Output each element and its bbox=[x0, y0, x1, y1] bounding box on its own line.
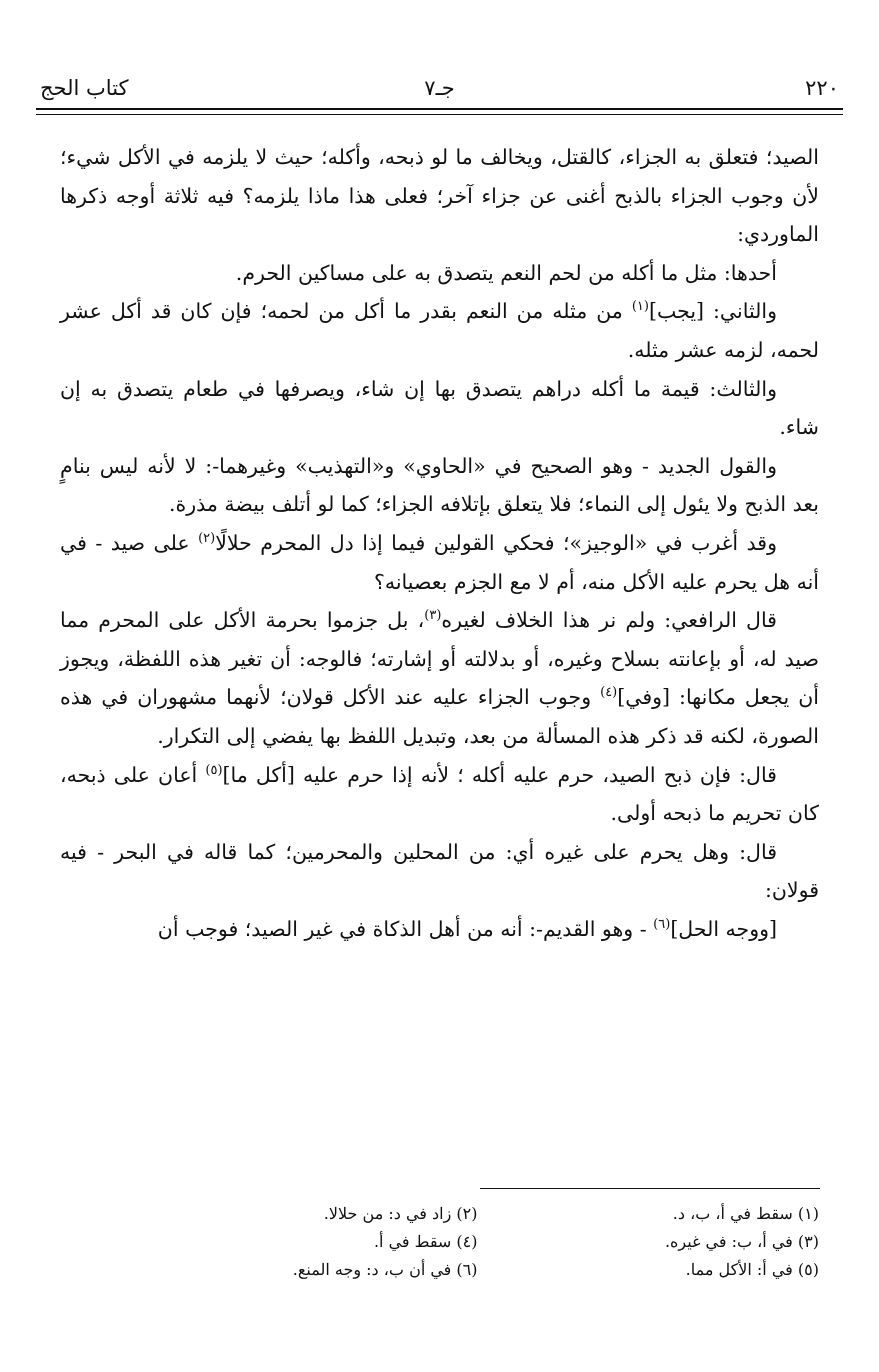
header-rule-thin bbox=[36, 114, 843, 115]
paragraph-8-text-b: أعان على ذبحه، كان تحريم ما ذبحه أولى. bbox=[60, 762, 819, 826]
book-title: كتاب الحج bbox=[40, 76, 129, 100]
footnote-ref-3: (٣) bbox=[424, 608, 442, 624]
paragraph-7-text-a: قال الرافعي: ولم نر هذا الخلاف لغيره bbox=[441, 608, 777, 633]
footnote-4: (٤) سقط في أ. bbox=[373, 1232, 478, 1251]
volume-label: جـ٧ bbox=[424, 76, 455, 100]
paragraph-9: قال: وهل يحرم على غيره أي: من المحلين والمحرمين؛ كما قاله في البحر - فيه قولان: bbox=[60, 839, 819, 903]
paragraph-1: الصيد؛ فتعلق به الجزاء، كالقتل، ويخالف ما لو ذبحه، وأكله؛ حيث لا يلزمه في الأكل شيء؛ لأن وجوب الجزاء بالذبح أغنى عن جزاء آخر؛ فعلى هذا ماذا يلزمه؟ فيه ثلاثة أوجه ذكرها الماوردي: bbox=[60, 145, 819, 247]
paragraph-7-text-c: وجوب الجزاء عليه عند الأكل قولان؛ لأنهما مشهوران في هذه الصورة، لكنه قد ذكر هذه المسألة من بعد، وتبديل اللفظ بها يفضي إلى التكرار. bbox=[60, 685, 819, 748]
paragraph-6-text-a: وقد أغرب في «الوجيز»؛ فحكي القولين فيما إذا دل المحرم حلالًا bbox=[215, 530, 777, 555]
paragraph-3-text-a: والثاني: [يجب] bbox=[648, 299, 777, 324]
paragraph-7-text-b: ، بل جزموا بحرمة الأكل على المحرم مما صيد له، أو بإعانته بسلاح وغيره، أو بدلالته أو إشارته؛ فالوجه: أن تغير هذه اللفظة، ويجوز أن يجعل مكانها: [وفي] bbox=[60, 608, 819, 710]
main-text bbox=[60, 138, 819, 948]
paragraph-10-text-b: - وهو القديم-: أنه من أهل الذكاة في غير الصيد؛ فوجب أن bbox=[157, 916, 654, 941]
paragraph-10-text-a: [ووجه الحل] bbox=[670, 916, 777, 941]
footnote-rule bbox=[480, 1188, 820, 1189]
paragraph-3-text-b: من مثله من النعم بقدر ما أكل من لحمه؛ فإن كان قد أكل عشر لحمه، لزمه عشر مثله. bbox=[60, 299, 819, 362]
footnote-ref-1: (١) bbox=[631, 299, 649, 315]
footnote-ref-2: (٢) bbox=[198, 530, 216, 546]
footnote-ref-5: (٥) bbox=[205, 762, 223, 778]
paragraph-4: والثالث: قيمة ما أكله دراهم يتصدق بها إن شاء، ويصرفها في طعام يتصدق به إن شاء. bbox=[60, 376, 819, 440]
paragraph-10 bbox=[60, 910, 819, 949]
paragraph-3 bbox=[60, 292, 819, 369]
paragraph-8 bbox=[60, 756, 819, 833]
footnote-ref-4: (٤) bbox=[600, 685, 618, 701]
paragraph-2: أحدها: مثل ما أكله من لحم النعم يتصدق به على مساكين الحرم. bbox=[235, 260, 777, 285]
footnote-2: (٢) زاد في د: من حلالا. bbox=[323, 1204, 478, 1223]
running-header bbox=[40, 76, 839, 106]
footnote-ref-6: (٦) bbox=[653, 916, 671, 932]
page-number: ٢٢٠ bbox=[805, 76, 839, 100]
paragraph-6 bbox=[60, 524, 819, 601]
footnote-1: (١) سقط في أ، ب، د. bbox=[672, 1204, 819, 1223]
footnotes bbox=[150, 1200, 819, 1284]
footnote-5: (٥) في أ: الأكل مما. bbox=[685, 1260, 819, 1279]
paragraph-5: والقول الجديد - وهو الصحيح في «الحاوي» و«التهذيب» وغيرهما-: لا لأنه ليس بنامٍ بعد الذبح ولا يئول إلى النماء؛ فلا يتعلق بإتلافه الجزاء؛ كما لو أتلف بيضة مذرة. bbox=[60, 453, 819, 517]
footnote-3: (٣) في أ، ب: في غيره. bbox=[664, 1232, 819, 1251]
paragraph-6-text-b: على صيد - في أنه هل يحرم عليه الأكل منه، أم لا مع الجزم بعصيانه؟ bbox=[60, 530, 819, 594]
footnote-6: (٦) في أن ب، د: وجه المنع. bbox=[292, 1260, 478, 1279]
paragraph-8-text-a: قال: فإن ذبح الصيد، حرم عليه أكله ؛ لأنه إذا حرم عليه [أكل ما] bbox=[222, 762, 777, 787]
header-rule-thick bbox=[36, 108, 843, 110]
paragraph-7 bbox=[60, 601, 819, 755]
